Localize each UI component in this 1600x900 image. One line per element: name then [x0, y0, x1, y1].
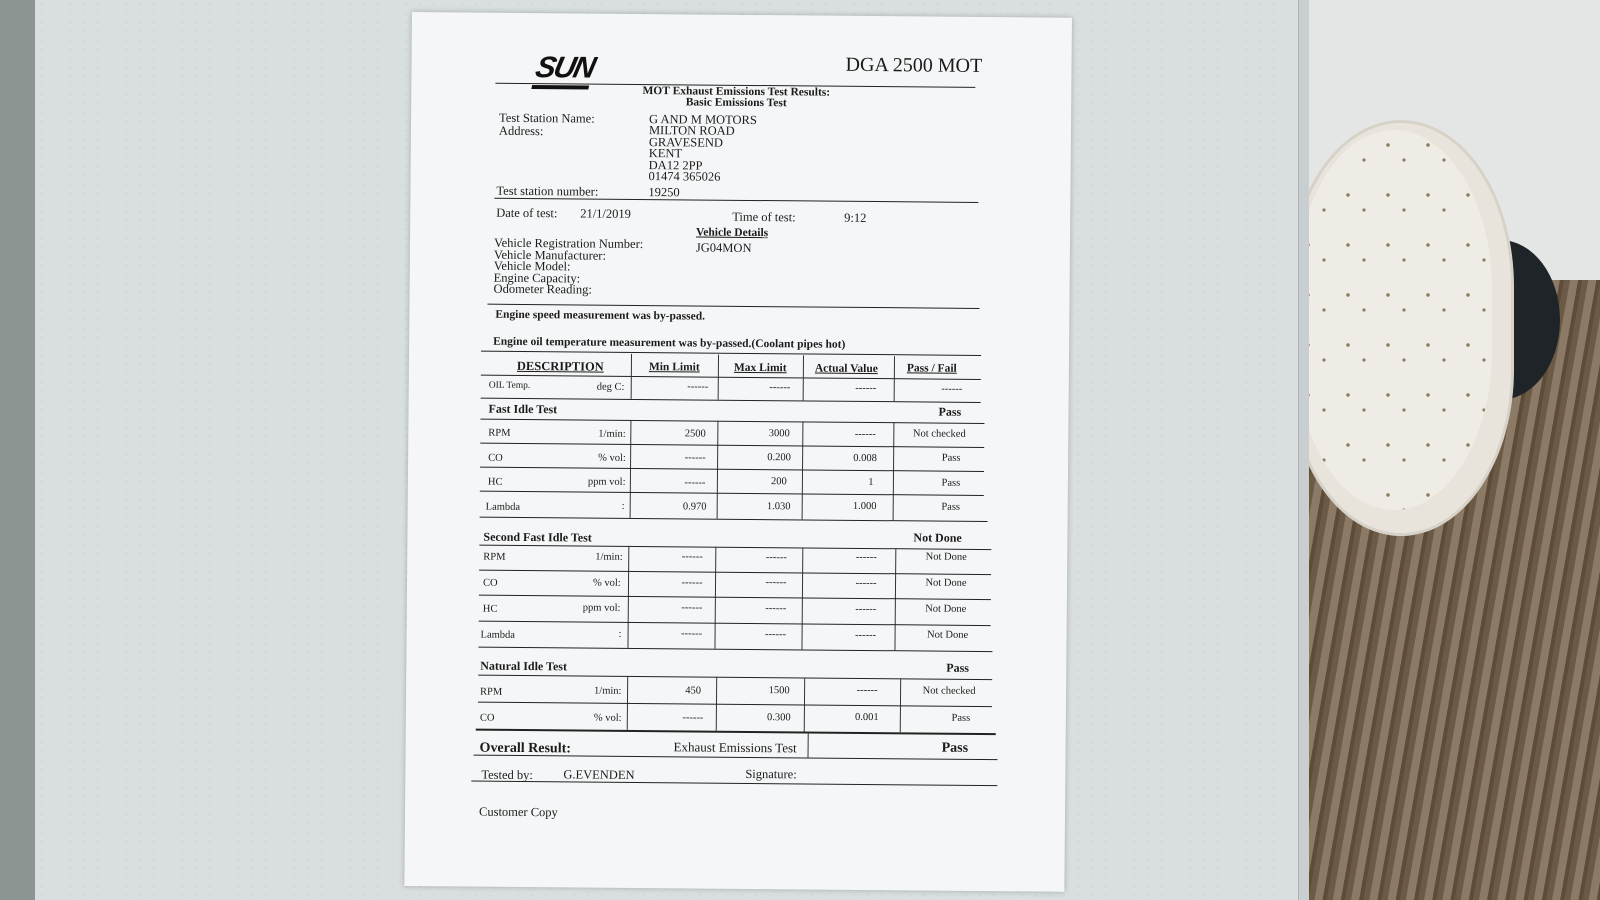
row-rule	[480, 419, 984, 424]
station-number-label: Test station number:	[496, 183, 599, 199]
footer-rule	[471, 781, 997, 787]
row-min: ------	[681, 602, 703, 614]
row-result: Not Done	[925, 551, 967, 563]
vehicle-details-heading: Vehicle Details	[696, 226, 769, 240]
row-actual: 0.008	[853, 452, 877, 465]
emissions-report-sheet	[404, 12, 1072, 892]
row-max: 0.200	[767, 452, 791, 464]
row-min: 450	[685, 685, 702, 697]
row-rule	[480, 443, 984, 448]
section-rule	[480, 517, 988, 522]
row-label: HC	[482, 603, 498, 615]
table-top-border	[481, 351, 981, 356]
customer-copy: Customer Copy	[478, 804, 558, 820]
row-unit: ppm vol:	[582, 602, 621, 614]
row-rule	[479, 570, 991, 575]
station-number: 19250	[648, 185, 680, 200]
tested-by-label: Tested by:	[481, 767, 533, 783]
grid-line	[808, 731, 809, 757]
row-min: 0.970	[682, 501, 707, 513]
row-max: ------	[765, 603, 787, 615]
row-max: ------	[765, 577, 787, 589]
row-rule	[478, 702, 992, 707]
board-left-edge	[0, 0, 35, 900]
row-result: Not Done	[925, 577, 967, 589]
oil-temp-max: ------	[769, 382, 791, 394]
row-rule	[479, 621, 991, 626]
oil-temp-result: ------	[941, 383, 963, 395]
row-result: Not checked	[922, 685, 976, 697]
oil-temp-actual: ------	[855, 382, 877, 395]
row-label: CO	[482, 577, 498, 589]
row-actual: ------	[855, 577, 877, 590]
row-label: HC	[487, 476, 503, 488]
row-label: Lambda	[480, 629, 516, 641]
col-pass-fail: Pass / Fail	[906, 362, 957, 375]
col-min-limit: Min Limit	[648, 361, 700, 374]
row-min: ------	[684, 477, 706, 489]
vehicle-labels: Vehicle Registration Number: Vehicle Manufacturer: Vehicle Model: Engine Capacity: Odometer Reading:	[493, 235, 644, 297]
row-actual: 1.000	[852, 500, 877, 513]
bucket-lid	[1296, 130, 1492, 510]
divider	[494, 198, 978, 203]
row-result: Not Done	[925, 603, 967, 615]
section-rule	[476, 729, 996, 736]
grid-line	[718, 355, 719, 400]
col-actual-value: Actual Value	[814, 362, 878, 376]
row-label: CO	[488, 452, 503, 464]
row-min: ------	[682, 712, 704, 724]
row-max: 3000	[768, 428, 790, 440]
station-name-label: Test Station Name:	[499, 110, 595, 126]
row-actual: 1	[868, 476, 874, 489]
station-name: G AND M MOTORS	[649, 112, 757, 128]
row-actual: ------	[855, 629, 877, 642]
row-min: ------	[681, 577, 703, 589]
engine-speed-note: Engine speed measurement was by-passed.	[495, 308, 706, 323]
row-result: Pass	[941, 501, 961, 513]
second-fast-idle-result: Not Done	[913, 530, 962, 545]
report-title: MOT Exhaust Emissions Test Results:	[642, 85, 831, 99]
row-max: 0.300	[766, 712, 791, 724]
row-label: CO	[479, 712, 495, 724]
section-rule	[478, 647, 992, 652]
oil-temp-unit: deg C:	[596, 381, 625, 393]
col-max-limit: Max Limit	[733, 361, 787, 375]
row-actual: 0.001	[855, 711, 879, 724]
row-label: RPM	[488, 427, 511, 439]
oil-temp-note: Engine oil temperature measurement was by-passed.(Coolant pipes hot)	[493, 335, 846, 351]
row-unit: % vol:	[598, 452, 626, 464]
signature-label: Signature:	[745, 766, 797, 782]
col-description: DESCRIPTION	[516, 358, 604, 374]
row-result: Pass	[941, 477, 961, 489]
row-min: ------	[681, 551, 703, 563]
analyser-model: DGA 2500 MOT	[845, 53, 983, 77]
row-min: ------	[684, 452, 706, 464]
tested-by: G.EVENDEN	[563, 767, 635, 782]
fast-idle-result: Pass	[938, 404, 962, 419]
address-label: Address:	[498, 123, 544, 139]
fast-idle-title: Fast Idle Test	[488, 401, 558, 417]
row-actual: ------	[855, 551, 877, 564]
date-label: Date of test:	[496, 205, 558, 221]
overall-result-label: Overall Result:	[479, 740, 572, 757]
row-rule	[478, 675, 992, 680]
oil-temp-min: ------	[687, 381, 709, 393]
row-unit: 1/min:	[598, 428, 626, 440]
oil-temp-label: OIL Temp.	[488, 380, 531, 392]
station-address: MILTON ROAD GRAVESEND KENT DA12 2PP 01474 365026	[648, 123, 735, 184]
row-unit: 1/min:	[595, 551, 623, 563]
row-max: 1500	[768, 685, 790, 697]
row-rule	[479, 595, 991, 600]
row-result: Pass	[941, 452, 961, 464]
row-min: ------	[681, 628, 703, 640]
grid-line	[631, 354, 632, 399]
row-unit: % vol:	[593, 712, 622, 724]
row-unit: ppm vol:	[587, 476, 626, 488]
row-rule	[480, 467, 984, 472]
second-fast-idle-title: Second Fast Idle Test	[483, 529, 592, 545]
row-unit: % vol:	[592, 577, 621, 589]
report-subtitle: Basic Emissions Test	[685, 96, 787, 110]
test-time: 9:12	[844, 210, 867, 225]
grid-line	[894, 356, 895, 401]
board-right-edge	[1298, 0, 1309, 900]
row-max: 200	[770, 476, 787, 488]
row-result: Not Done	[926, 629, 969, 641]
time-label: Time of test:	[732, 209, 796, 225]
test-date: 21/1/2019	[580, 206, 632, 221]
row-label: RPM	[480, 686, 503, 698]
divider	[487, 304, 979, 309]
row-max: 1.030	[766, 501, 791, 513]
row-actual: ------	[856, 684, 878, 697]
row-label: RPM	[483, 551, 506, 563]
row-max: ------	[765, 552, 787, 564]
overall-test-name: Exhaust Emissions Test	[673, 739, 797, 756]
row-unit: 1/min:	[594, 685, 622, 697]
vehicle-registration: JG04MON	[695, 240, 752, 255]
header-rule	[481, 375, 981, 380]
row-label: Lambda	[485, 501, 521, 513]
row-rule	[479, 545, 991, 550]
natural-idle-result: Pass	[946, 660, 970, 675]
row-rule	[480, 491, 984, 496]
row-result: Not checked	[912, 428, 966, 440]
overall-result: Pass	[941, 740, 969, 756]
row-actual: ------	[854, 428, 876, 441]
row-actual: ------	[855, 603, 877, 616]
row-max: ------	[765, 629, 787, 641]
grid-line	[803, 355, 804, 400]
natural-idle-title: Natural Idle Test	[480, 658, 568, 674]
row-unit: :	[618, 628, 622, 640]
sun-logo: SUN	[531, 51, 597, 89]
row-unit: :	[621, 500, 625, 512]
row-min: 2500	[684, 428, 706, 440]
row-result: Pass	[951, 712, 971, 724]
